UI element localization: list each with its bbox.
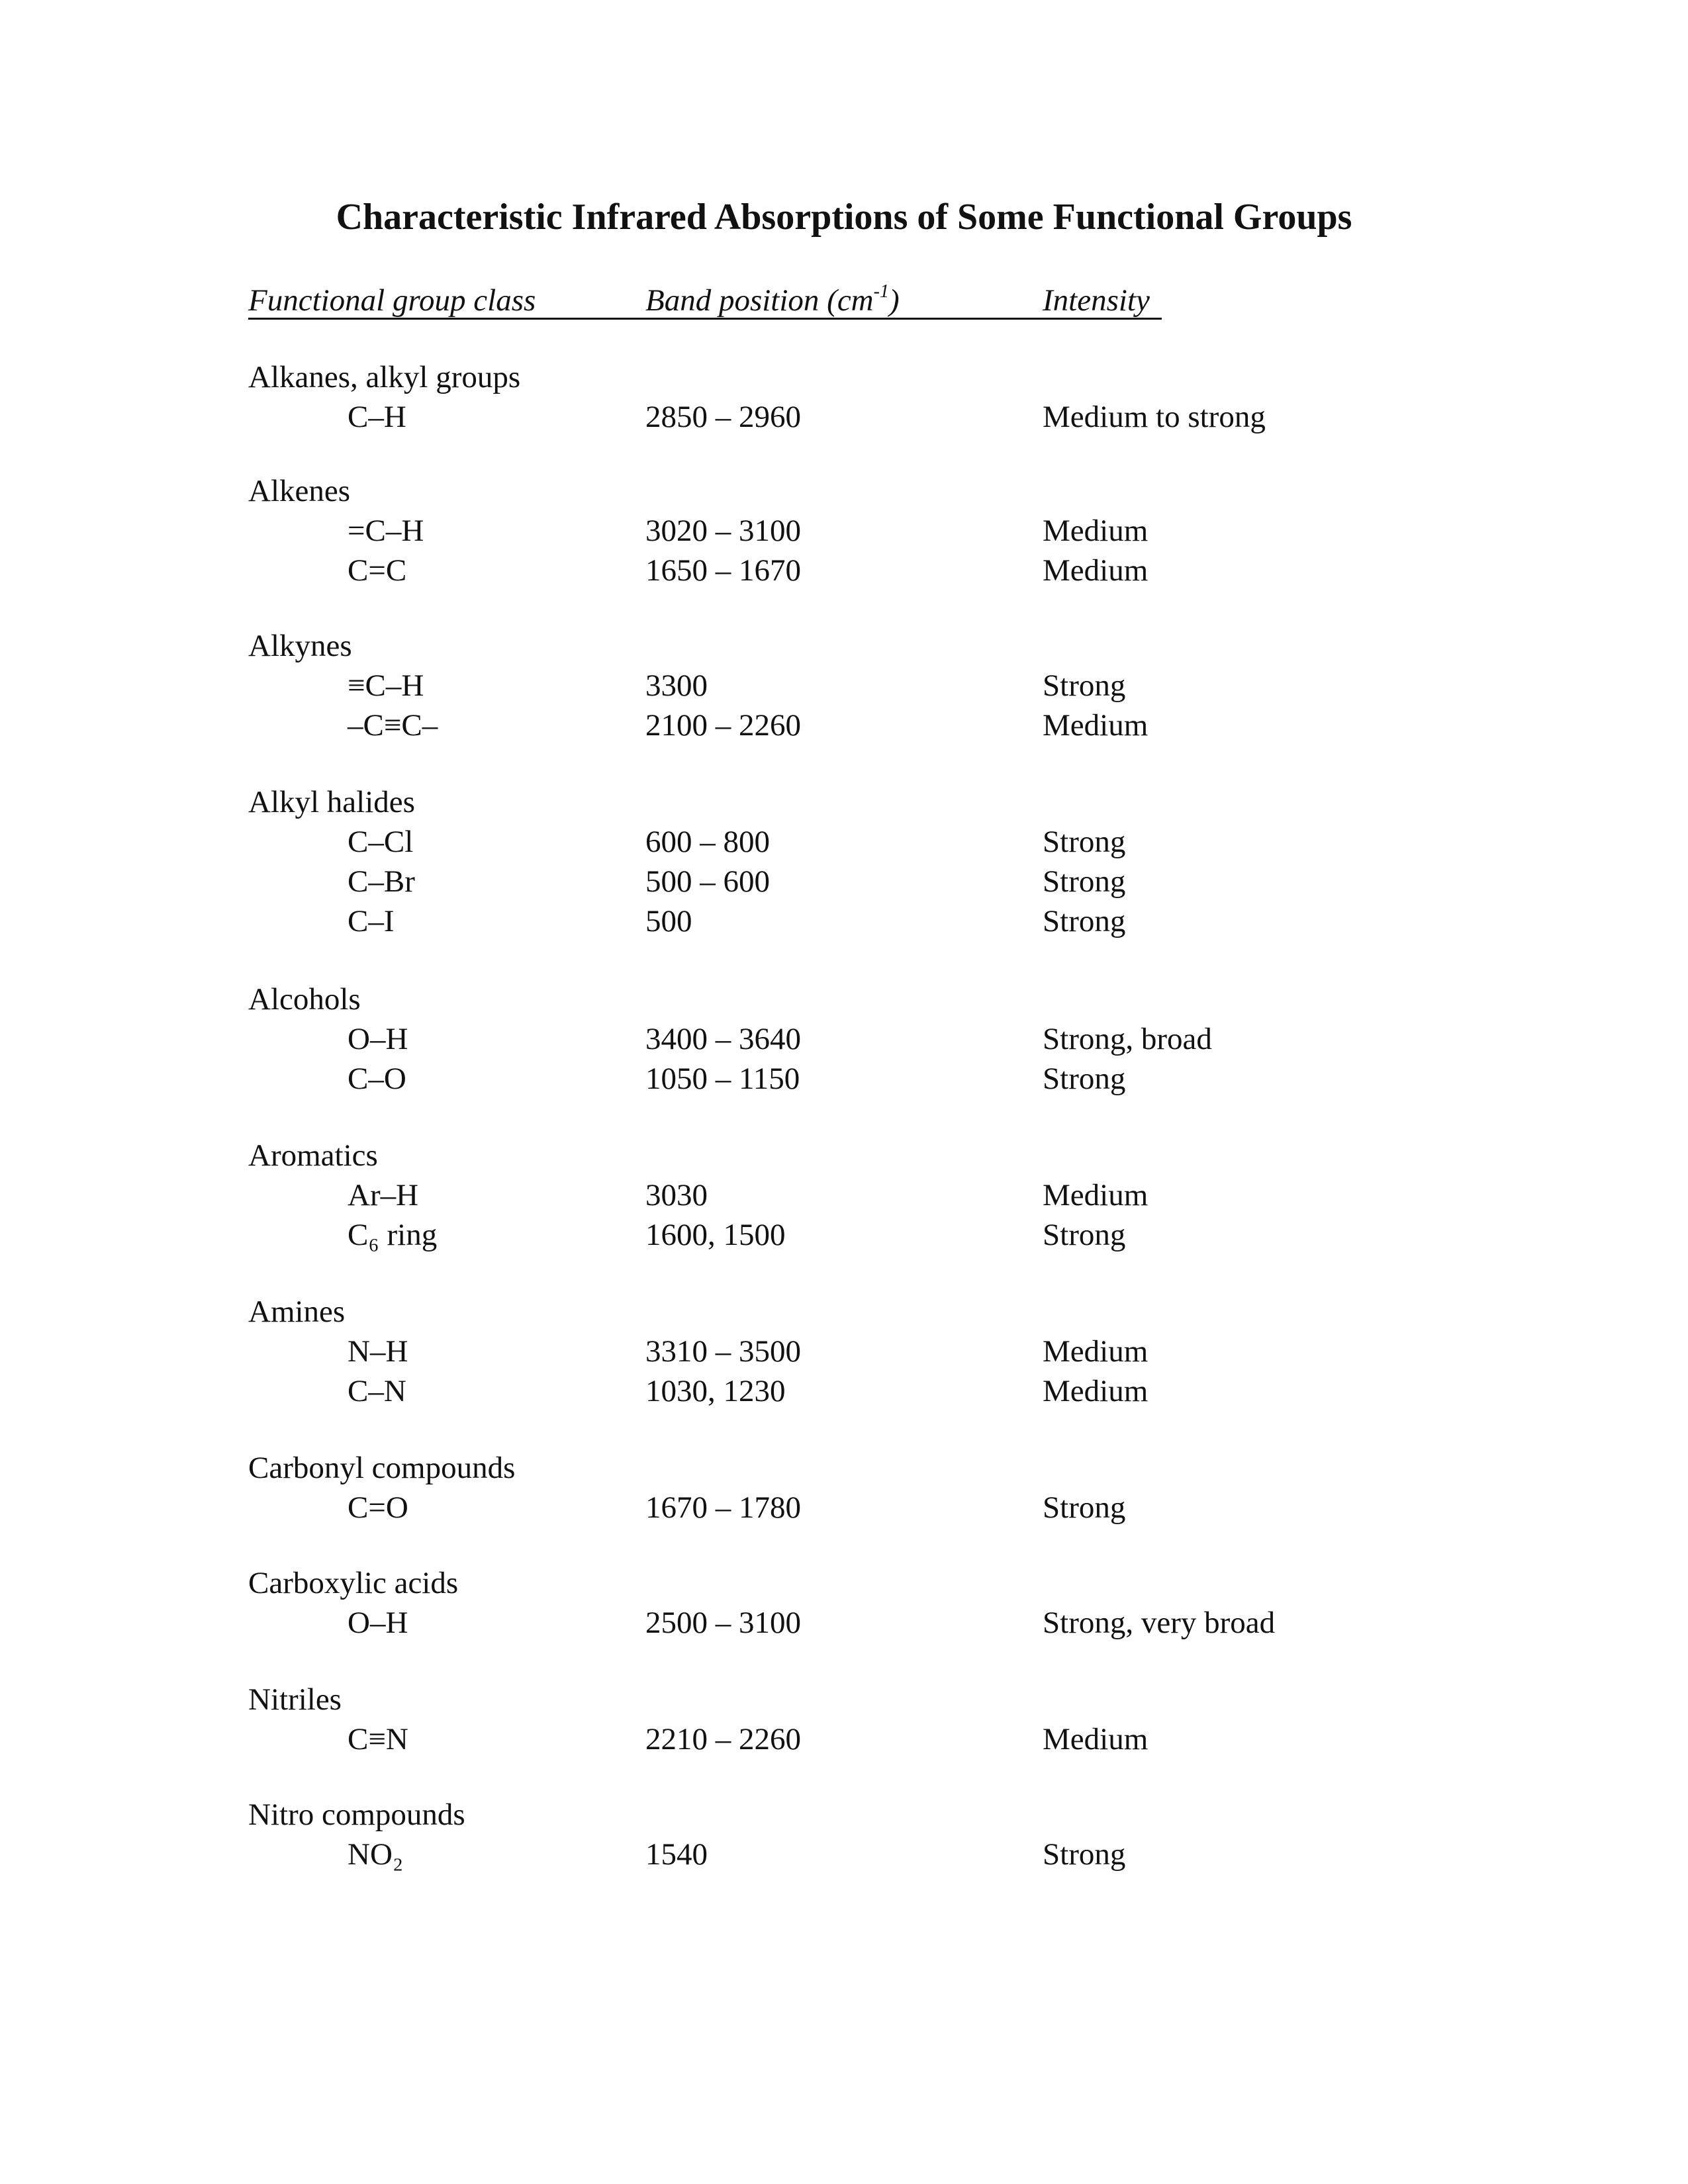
intensity-cell: Medium (1043, 514, 1149, 548)
intensity-cell: Strong (1043, 904, 1126, 938)
bond-cell: C–H (348, 400, 406, 434)
bond-cell: C=C (348, 553, 407, 588)
table-row (248, 822, 1440, 862)
group-name: Alkynes (248, 629, 352, 663)
group-section (248, 1448, 1440, 1527)
table-row (248, 666, 1440, 705)
band-position-cell: 2100 – 2260 (645, 708, 801, 743)
band-position-cell: 3400 – 3640 (645, 1022, 801, 1056)
bond-cell: =C–H (348, 514, 424, 548)
table-row (248, 901, 1440, 941)
intensity-cell: Medium (1043, 1178, 1149, 1212)
intensity-cell: Strong, very broad (1043, 1606, 1276, 1640)
group-section (248, 1680, 1440, 1759)
table-row (248, 511, 1440, 551)
group-section (248, 1292, 1440, 1411)
bond-cell: C–N (348, 1374, 406, 1408)
intensity-cell: Medium (1043, 1334, 1149, 1369)
bond-cell: C=O (348, 1490, 408, 1525)
intensity-cell: Strong, broad (1043, 1022, 1212, 1056)
intensity-cell: Strong (1043, 825, 1126, 859)
bond-cell: C₆ ring (348, 1218, 438, 1252)
bond-cell: NO₂ (348, 1837, 404, 1872)
bond-cell: Ar–H (348, 1178, 419, 1212)
table-row (248, 1488, 1440, 1527)
group-section (248, 471, 1440, 590)
intensity-cell: Strong (1043, 1218, 1126, 1252)
intensity-cell: Strong (1043, 1062, 1126, 1096)
table-row (248, 1371, 1440, 1411)
group-section (248, 979, 1440, 1099)
table-row (248, 1175, 1440, 1215)
band-position-cell: 1670 – 1780 (645, 1490, 801, 1525)
band-position-cell: 1540 (645, 1837, 708, 1872)
table-row (248, 1215, 1440, 1255)
band-position-cell: 1600, 1500 (645, 1218, 786, 1252)
table-row (248, 1603, 1440, 1643)
intensity-cell: Medium (1043, 1722, 1149, 1756)
header-functional-group-class: Functional group class (248, 283, 536, 318)
table-row (248, 397, 1440, 437)
table-row (248, 1835, 1440, 1874)
table-row (248, 1332, 1440, 1371)
bond-cell: C–O (348, 1062, 406, 1096)
band-position-cell: 3310 – 3500 (645, 1334, 801, 1369)
group-section (248, 357, 1440, 437)
group-name: Amines (248, 1295, 346, 1329)
table-row (248, 862, 1440, 901)
band-position-cell: 2500 – 3100 (645, 1606, 801, 1640)
group-section (248, 626, 1440, 745)
intensity-cell: Medium (1043, 553, 1149, 588)
band-position-cell: 500 – 600 (645, 864, 770, 899)
band-position-cell: 500 (645, 904, 692, 938)
bond-cell: ≡C–H (348, 668, 424, 703)
intensity-cell: Medium (1043, 708, 1149, 743)
group-section (248, 782, 1440, 941)
group-name: Aromatics (248, 1138, 378, 1173)
band-position-cell: 1650 – 1670 (645, 553, 801, 588)
group-name: Carboxylic acids (248, 1566, 459, 1600)
group-name: Nitro compounds (248, 1797, 465, 1832)
band-position-cell: 3020 – 3100 (645, 514, 801, 548)
bond-cell: O–H (348, 1022, 408, 1056)
table-row (248, 1059, 1440, 1099)
header-intensity: Intensity (1043, 283, 1150, 318)
group-section (248, 1563, 1440, 1643)
table-row (248, 1719, 1440, 1759)
intensity-cell: Strong (1043, 1837, 1126, 1872)
intensity-cell: Strong (1043, 864, 1126, 899)
bond-cell: C≡N (348, 1722, 408, 1756)
band-position-cell: 2850 – 2960 (645, 400, 801, 434)
band-position-cell: 1030, 1230 (645, 1374, 786, 1408)
header-band-position-close: ) (888, 283, 900, 318)
intensity-cell: Medium (1043, 1374, 1149, 1408)
bond-cell: C–Cl (348, 825, 414, 859)
bond-cell: –C≡C– (348, 708, 438, 743)
group-name: Alkyl halides (248, 785, 415, 819)
group-section (248, 1136, 1440, 1255)
intensity-cell: Medium to strong (1043, 400, 1266, 434)
page-title: Characteristic Infrared Absorptions of Some Functional Groups (336, 197, 1352, 238)
group-name: Alcohols (248, 982, 361, 1017)
intensity-cell: Strong (1043, 1490, 1126, 1525)
bond-cell: C–I (348, 904, 395, 938)
group-section (248, 1795, 1440, 1874)
group-name: Carbonyl compounds (248, 1451, 516, 1485)
header-band-position-label: Band position (cm (645, 283, 874, 318)
band-position-cell: 600 – 800 (645, 825, 770, 859)
table-row (248, 1019, 1440, 1059)
header-band-position-exponent: -1 (873, 281, 889, 302)
band-position-cell: 3300 (645, 668, 708, 703)
table-row (248, 551, 1440, 590)
bond-cell: C–Br (348, 864, 415, 899)
group-name: Nitriles (248, 1682, 342, 1717)
bond-cell: O–H (348, 1606, 408, 1640)
band-position-cell: 3030 (645, 1178, 708, 1212)
table-row (248, 705, 1440, 745)
band-position-cell: 2210 – 2260 (645, 1722, 801, 1756)
bond-cell: N–H (348, 1334, 408, 1369)
band-position-cell: 1050 – 1150 (645, 1062, 800, 1096)
group-name: Alkenes (248, 474, 351, 508)
intensity-cell: Strong (1043, 668, 1126, 703)
group-name: Alkanes, alkyl groups (248, 360, 521, 394)
